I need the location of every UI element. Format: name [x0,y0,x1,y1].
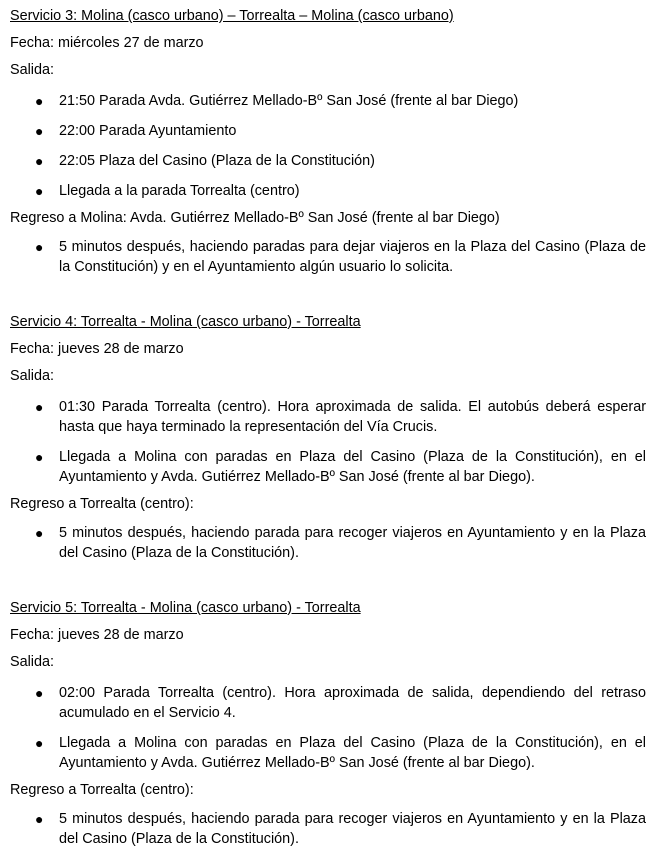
departure-label: Salida: [10,368,55,384]
list-item: ● 01:30 Parada Torrealta (centro). Hora aproximada de salida. El autobús deberá esperar hasta que haya terminado la representación del Vía Crucis. [35,399,646,435]
bullet-icon: ● [35,183,44,199]
bullet-icon: ● [35,239,44,255]
section-spacer [10,277,646,306]
list-item: ● 5 minutos después, haciendo parada para recoger viajeros en Ayuntamiento y en la Plaza del Casino (Plaza de la Constitución). [35,811,646,847]
bullet-icon: ● [35,811,44,827]
service-title: Servicio 3: Molina (casco urbano) – Torrealta – Molina (casco urbano) [10,8,454,24]
bullet-icon: ● [35,525,44,541]
return-label: Regreso a Torrealta (centro): [10,496,194,512]
service-5 [10,599,646,849]
departure-list [10,683,646,773]
departure-list [10,91,646,201]
list-item: ● Llegada a la parada Torrealta (centro) [35,183,300,199]
departure-list [10,397,646,487]
bullet-icon: ● [35,685,44,701]
service-title: Servicio 5: Torrealta - Molina (casco urbano) - Torrealta [10,600,361,616]
list-item: ● 21:50 Parada Avda. Gutiérrez Mellado-Bº San José (frente al bar Diego) [35,93,519,109]
service-title: Servicio 4: Torrealta - Molina (casco urbano) - Torrealta [10,314,361,330]
service-date: Fecha: jueves 28 de marzo [10,341,184,357]
list-item: ● 22:00 Parada Ayuntamiento [35,123,237,139]
list-item: ● 5 minutos después, haciendo parada para recoger viajeros en Ayuntamiento y en la Plaza del Casino (Plaza de la Constitución). [35,525,646,561]
return-list [10,237,646,277]
return-label: Regreso a Molina: Avda. Gutiérrez Mellado-Bº San José (frente al bar Diego) [10,210,500,226]
service-3 [10,7,646,277]
service-date: Fecha: miércoles 27 de marzo [10,35,204,51]
bullet-icon: ● [35,93,44,109]
list-item: ● Llegada a Molina con paradas en Plaza del Casino (Plaza de la Constitución), en el Ayuntamiento y Avda. Gutiérrez Mellado-Bº San José (frente al bar Diego). [35,449,646,485]
list-item: ● 02:00 Parada Torrealta (centro). Hora aproximada de salida, dependiendo del retraso acumulado en el Servicio 4. [35,685,646,721]
return-list [10,523,646,563]
bullet-icon: ● [35,399,44,415]
list-item: ● 5 minutos después, haciendo paradas para dejar viajeros en la Plaza del Casino (Plaza de la Constitución) y en el Ayuntamiento algún usuario lo solicita. [35,239,646,275]
service-date: Fecha: jueves 28 de marzo [10,627,184,643]
return-list [10,809,646,849]
return-label: Regreso a Torrealta (centro): [10,782,194,798]
departure-label: Salida: [10,62,55,78]
bullet-icon: ● [35,449,44,465]
departure-label: Salida: [10,654,55,670]
list-item: ● Llegada a Molina con paradas en Plaza del Casino (Plaza de la Constitución), en el Ayuntamiento y Avda. Gutiérrez Mellado-Bº San José (frente al bar Diego). [35,735,646,771]
bullet-icon: ● [35,123,44,139]
list-item: ● 22:05 Plaza del Casino (Plaza de la Constitución) [35,153,375,169]
document-body [10,0,646,849]
service-4 [10,313,646,563]
bullet-icon: ● [35,153,44,169]
section-spacer [10,563,646,592]
bullet-icon: ● [35,735,44,751]
